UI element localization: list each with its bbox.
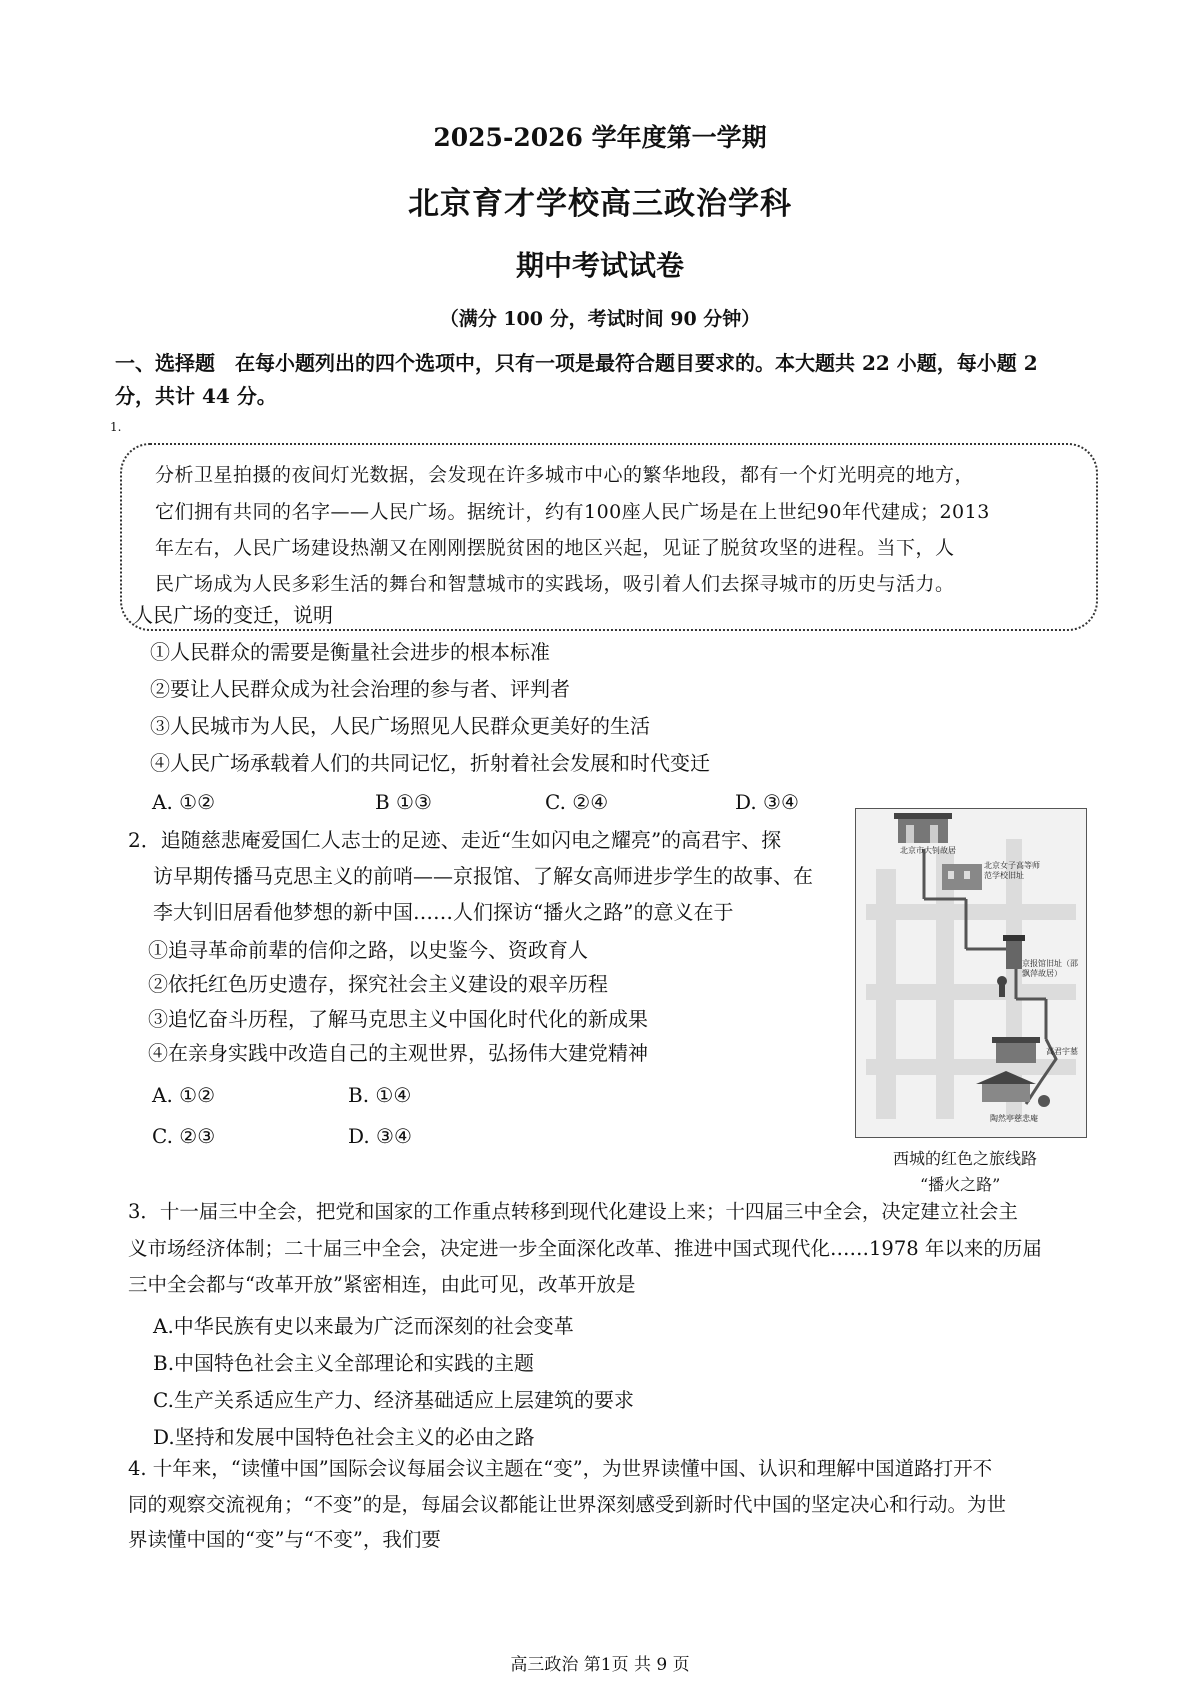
q2-option-a[interactable]: A. ①② (152, 1083, 216, 1107)
q1-passage-line: 它们拥有共同的名字——人民广场。据统计，约有100座人民广场是在上世纪90年代建成；2013 (155, 501, 990, 523)
q2-option-b[interactable]: B. ①④ (348, 1083, 412, 1107)
q1-option-c[interactable]: C. ②④ (545, 790, 609, 814)
q1-item: ②要让人民群众成为社会治理的参与者、评判者 (150, 677, 570, 701)
school-year-title: 2025-2026 学年度第一学期 (433, 123, 767, 152)
building-icon (942, 864, 982, 890)
q4-stem-line: 4. 十年来，“读懂中国”国际会议每届会议主题在“变”，为世界读懂中国、认识和理解中国道路打开不 (128, 1457, 993, 1480)
q4-stem-line: 界读懂中国的“变”与“不变”，我们要 (128, 1528, 441, 1551)
route-map-drawing (856, 809, 1085, 1136)
q2-stem-line: 2．追随慈悲庵爱国仁人志士的足迹、走近“生如闪电之耀亮”的高君宇、探 (128, 828, 782, 852)
q2-item: ③追忆奋斗历程，了解马克思主义中国化时代化的新成果 (148, 1007, 648, 1031)
q3-option-b[interactable]: B.中国特色社会主义全部理论和实践的主题 (153, 1351, 535, 1375)
q2-stem-line: 访早期传播马克思主义的前哨——京报馆、了解女高师进步学生的故事、在 (153, 864, 813, 888)
q1-option-d[interactable]: D. ③④ (735, 790, 799, 814)
school-subject-title: 北京育才学校高三政治学科 (408, 186, 792, 222)
q2-item: ②依托红色历史遗存，探究社会主义建设的艰辛历程 (148, 972, 608, 996)
map-label-second: 北京女子高等师范学校旧址 (984, 861, 1040, 880)
q3-stem-line: 三中全会都与“改革开放”紧密相连，由此可见，改革开放是 (128, 1273, 636, 1296)
q3-option-c[interactable]: C.生产关系适应生产力、经济基础适应上层建筑的要求 (153, 1388, 634, 1412)
map-label-top: 北京市大钊故居 (900, 846, 956, 855)
q1-option-b[interactable]: B ①③ (375, 790, 432, 814)
q1-number: 1. (110, 420, 122, 434)
map-label-bottom-right: 高君宇墓 (1046, 1047, 1078, 1056)
map-caption-line2: “播火之路” (920, 1175, 1001, 1194)
map-label-third: 京报馆旧址（邵飘萍故居） (1022, 959, 1078, 978)
q1-stem: 人民广场的变迁，说明 (133, 603, 333, 627)
route-map (855, 808, 1087, 1138)
map-caption-line1: 西城的红色之旅线路 (893, 1149, 1038, 1168)
map-label-bottom: 陶然亭慈悲庵 (990, 1114, 1038, 1123)
q1-item: ③人民城市为人民，人民广场照见人民群众更美好的生活 (150, 714, 650, 738)
exam-info: （满分 100 分，考试时间 90 分钟） (439, 308, 761, 330)
q1-passage-line: 年左右，人民广场建设热潮又在刚刚摆脱贫困的地区兴起，见证了脱贫攻坚的进程。当下，人 (155, 537, 955, 559)
q2-option-d[interactable]: D. ③④ (348, 1124, 412, 1148)
building-icon (894, 813, 952, 843)
q2-option-c[interactable]: C. ②③ (152, 1124, 216, 1148)
q3-option-a[interactable]: A.中华民族有史以来最为广泛而深刻的社会变革 (153, 1314, 574, 1338)
q3-stem-line: 义市场经济体制；二十届三中全会，决定进一步全面深化改革、推进中国式现代化……1978 年以来的历届 (128, 1237, 1042, 1260)
q2-item: ①追寻革命前辈的信仰之路，以史鉴今、资政育人 (148, 938, 588, 962)
q2-stem-line: 李大钊旧居看他梦想的新中国……人们探访“播火之路”的意义在于 (153, 900, 734, 924)
q3-stem-line: 3．十一届三中全会，把党和国家的工作重点转移到现代化建设上来；十四届三中全会，决定建立社会主 (128, 1200, 1018, 1223)
page-footer: 高三政治 第1页 共 9 页 (510, 1655, 690, 1675)
q1-option-a[interactable]: A. ①② (152, 790, 216, 814)
q3-option-d[interactable]: D.坚持和发展中国特色社会主义的必由之路 (153, 1425, 535, 1449)
q1-item: ④人民广场承载着人们的共同记忆，折射着社会发展和时代变迁 (150, 751, 710, 775)
exam-title: 期中考试试卷 (515, 249, 684, 282)
q2-item: ④在亲身实践中改造自己的主观世界，弘扬伟大建党精神 (148, 1041, 648, 1065)
section-instructions-line1: 一、选择题 在每小题列出的四个选项中，只有一项是最符合题目要求的。本大题共 22 小题，每小题 2 (115, 351, 1038, 375)
pavilion-icon (976, 1071, 1050, 1107)
building-icon (992, 1037, 1040, 1063)
q4-stem-line: 同的观察交流视角；“不变”的是，每届会议都能让世界深刻感受到新时代中国的坚定决心和行动。为世 (128, 1493, 1006, 1516)
q1-passage-line: 分析卫星拍摄的夜间灯光数据，会发现在许多城市中心的繁华地段，都有一个灯光明亮的地方， (155, 464, 975, 486)
q1-passage-line: 民广场成为人民多彩生活的舞台和智慧城市的实践场，吸引着人们去探寻城市的历史与活力。 (155, 573, 955, 595)
q1-item: ①人民群众的需要是衡量社会进步的根本标准 (150, 640, 550, 664)
section-instructions-line2: 分，共计 44 分。 (115, 384, 277, 408)
